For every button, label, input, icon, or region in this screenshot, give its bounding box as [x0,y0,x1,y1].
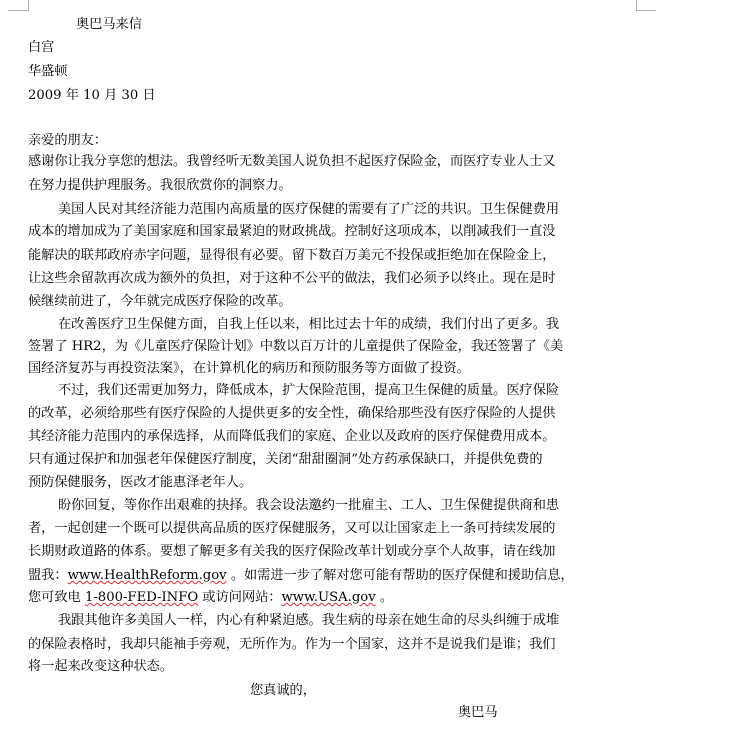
crop-mark [28,0,29,11]
paragraph-line: 美国人民对其经济能力范围内高质量的医疗保健的需要有了广泛的共识。卫生保健费用 [58,202,560,217]
paragraph-line: 成本的增加成为了美国家庭和国家最紧迫的财政挑战。控制好这项成本，以削减我们一直没 [28,224,556,239]
salutation: 亲爱的朋友： [28,133,108,148]
healthreform-link[interactable]: www.HealthReform.gov [67,568,227,583]
crop-mark [636,0,637,11]
paragraph-line: 的保险表格时，我却只能袖手旁观，无所作为。作为一个国家，这并不是说我们是谁；我们 [28,637,556,652]
paragraph-line: 其经济能力范围内的承保选择，从而降低我们的家庭、企业以及政府的医疗保健费用成本。 [28,429,556,444]
sender-line: 白宫 [28,40,55,55]
sender-line: 华盛顿 [28,64,68,79]
paragraph-line: 将一起来改变这种状态。 [28,659,174,674]
paragraph-line: 在努力提供护理服务。我很欣赏你的洞察力。 [28,178,292,193]
paragraph-line [28,565,574,586]
paragraph-line: 的改革，必须给那些有医疗保险的人提供更多的安全性，确保给那些没有医疗保险的人提供 [28,406,556,421]
phone-number: 1-800-FED-INFO [84,590,199,605]
line-text: 或访问网站： [198,590,282,605]
signature: 奥巴马 [458,705,498,720]
letter-title: 奥巴马来信 [76,17,142,32]
paragraph-line: 能解决的联邦政府赤字问题，显得很有必要。留下数百万美元不投保或拒绝加在保险金上， [28,248,556,263]
crop-mark [8,10,28,11]
crop-mark [636,10,656,11]
usa-gov-link[interactable]: www.USA.gov [281,590,376,605]
paragraph-line: 在改善医疗卫生保健方面，自我上任以来，相比过去十年的成绩，我们付出了更多。我 [58,317,560,332]
paragraph-line: 国经济复苏与再投资法案》，在计算机化的病历和预防服务等方面做了投资。 [28,361,470,376]
paragraph-line: 让这些余留款再次成为额外的负担，对于这种不公平的做法，我们必须予以终止。现在是时 [28,271,556,286]
line-text: 您可致电 [28,590,85,605]
paragraph-line: 感谢你让我分享您的想法。我曾经听无数美国人说负担不起医疗保险金，而医疗专业人士又 [28,154,556,169]
line-text: 。如需进一步了解对您可能有帮助的医疗保健和援助信息， [226,568,574,583]
paragraph-line: 我跟其他许多美国人一样，内心有种紧迫感。我生病的母亲在她生命的尽头纠缠于成堆 [58,613,560,628]
paragraph-line: 只有通过保护和加强老年保健医疗制度，关闭“甜甜圈洞”处方药承保缺口，并提供免费的 [28,452,543,467]
paragraph-line: 者，一起创建一个既可以提供高品质的医疗保健服务，又可以让国家走上一条可持续发展的 [28,521,556,536]
paragraph-line: 长期财政道路的体系。要想了解更多有关我的医疗保险改革计划或分享个人故事，请在线加 [28,544,556,559]
paragraph-line: 不过，我们还需更加努力，降低成本，扩大保险范围，提高卫生保健的质量。医疗保险 [58,383,560,398]
paragraph-line [28,587,393,608]
letter-date: 2009 年 10 月 30 日 [28,88,156,103]
paragraph-line: 候继续前进了，今年就完成医疗保险的改革。 [28,294,292,309]
paragraph-line: 签署了 HR2，为《儿童医疗保险计划》中数以百万计的儿童提供了保险金，我还签署了《美 [28,339,564,354]
paragraph-line: 盼你回复，等你作出艰难的抉择。我会设法邀约一批雇主、工人、卫生保健提供商和患 [58,498,560,513]
line-text: 盟我： [28,568,68,583]
paragraph-line: 预防保健服务，医改才能惠泽老年人。 [28,475,253,490]
line-text: 。 [375,590,394,605]
closing: 您真诚的， [250,683,316,698]
